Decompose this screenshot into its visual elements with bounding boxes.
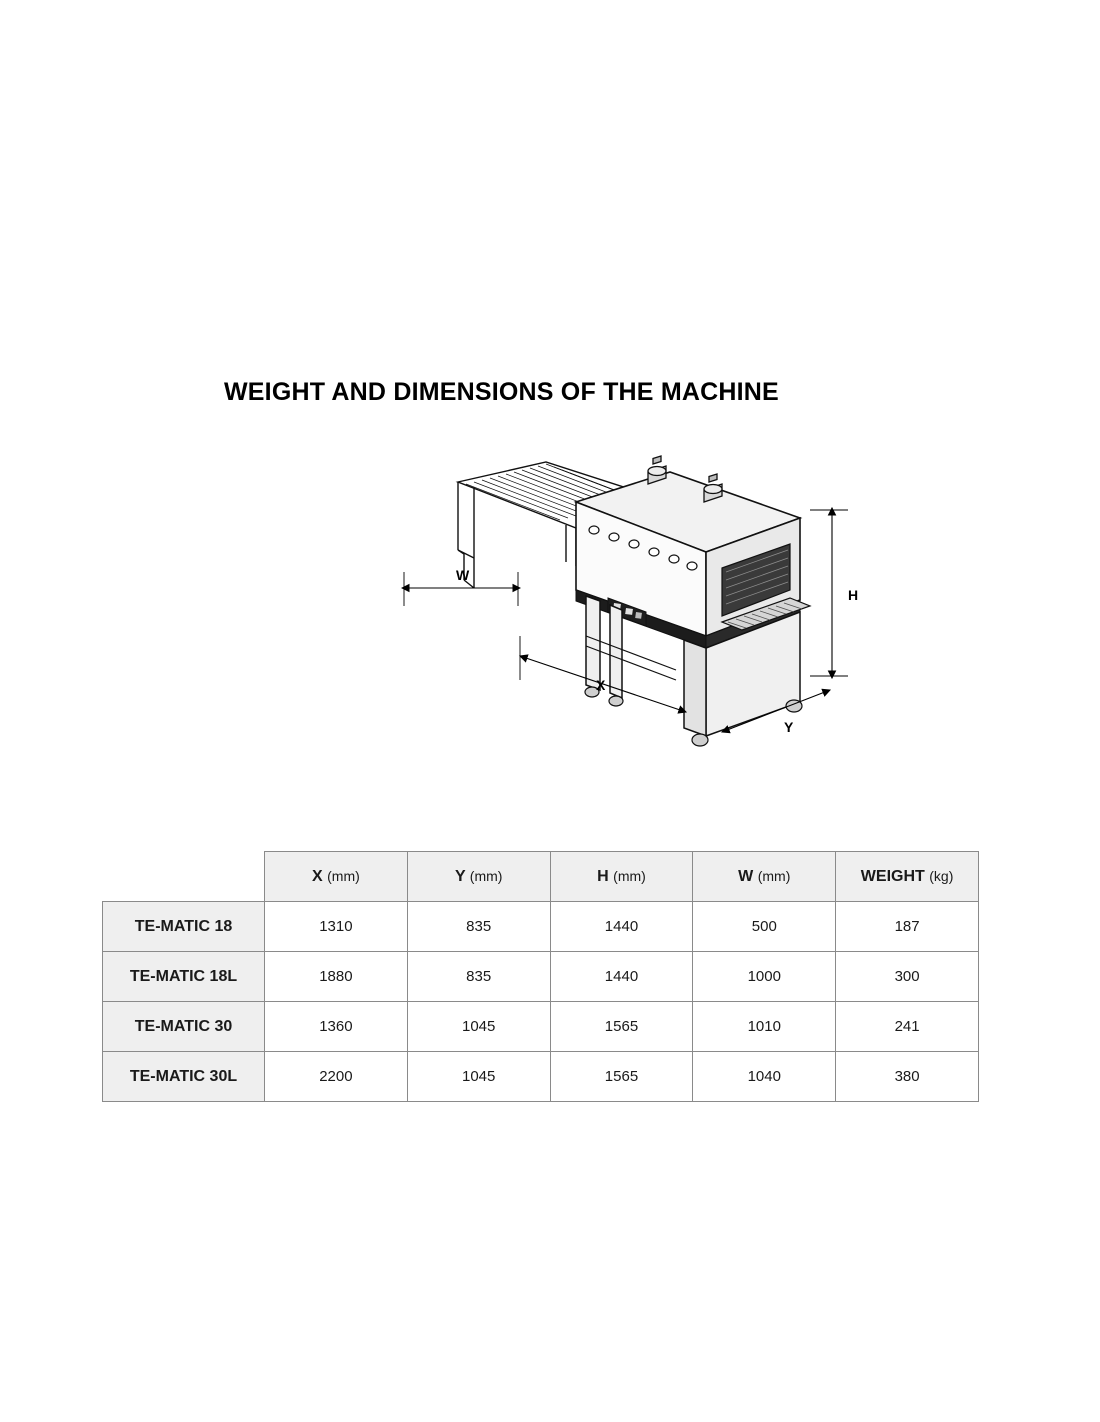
column-header-h: [550, 852, 693, 902]
column-header-y: [407, 852, 550, 902]
row-header-model: TE-MATIC 18L: [103, 952, 265, 1002]
cell-x: 1880: [265, 952, 408, 1002]
cell-x: 1310: [265, 902, 408, 952]
cell-h: 1440: [550, 952, 693, 1002]
cell-x: 2200: [265, 1052, 408, 1102]
row-header-model: TE-MATIC 30: [103, 1002, 265, 1052]
table-row: [103, 952, 979, 1002]
column-header-weight: [836, 852, 979, 902]
cell-x: 1360: [265, 1002, 408, 1052]
cell-w: 1000: [693, 952, 836, 1002]
cell-w: 500: [693, 902, 836, 952]
table-row: [103, 1002, 979, 1052]
cell-h: 1565: [550, 1002, 693, 1052]
cell-y: 835: [407, 952, 550, 1002]
column-header-w-name: W: [738, 867, 754, 885]
column-header-weight-unit: (kg): [929, 867, 954, 884]
cell-weight: 300: [836, 952, 979, 1002]
dimensions-table: [102, 851, 979, 1102]
row-header-model: TE-MATIC 18: [103, 902, 265, 952]
cell-weight: 241: [836, 1002, 979, 1052]
dimensions-table-wrapper: [102, 851, 978, 1102]
column-header-y-name: Y: [454, 867, 466, 885]
cell-y: 1045: [407, 1052, 550, 1102]
column-header-h-name: H: [597, 867, 609, 885]
table-corner-cell: [103, 852, 265, 902]
cell-y: 835: [407, 902, 550, 952]
row-header-model: TE-MATIC 30L: [103, 1052, 265, 1102]
table-header-row: [103, 852, 979, 902]
cell-y: 1045: [407, 1002, 550, 1052]
table-row: [103, 1052, 979, 1102]
page-title: WEIGHT AND DIMENSIONS OF THE MACHINE: [224, 378, 779, 406]
dimension-label-y: Y: [784, 719, 794, 735]
cell-h: 1440: [550, 902, 693, 952]
column-header-weight-name: WEIGHT: [860, 867, 925, 885]
column-header-y-unit: (mm): [469, 867, 503, 884]
column-header-x: [265, 852, 408, 902]
cell-w: 1040: [693, 1052, 836, 1102]
table-row: [103, 902, 979, 952]
column-header-x-unit: (mm): [327, 867, 360, 884]
column-header-x-name: X: [312, 867, 323, 885]
cell-w: 1010: [693, 1002, 836, 1052]
dimension-label-w: W: [456, 567, 470, 583]
column-header-w-unit: (mm): [757, 867, 791, 884]
machine-illustration: [370, 440, 890, 800]
column-header-w: [693, 852, 836, 902]
column-header-h-unit: (mm): [613, 867, 646, 884]
cell-h: 1565: [550, 1052, 693, 1102]
cell-weight: 187: [836, 902, 979, 952]
dimension-label-h: H: [848, 587, 859, 603]
dimension-label-x: X: [596, 677, 606, 693]
cell-weight: 380: [836, 1052, 979, 1102]
